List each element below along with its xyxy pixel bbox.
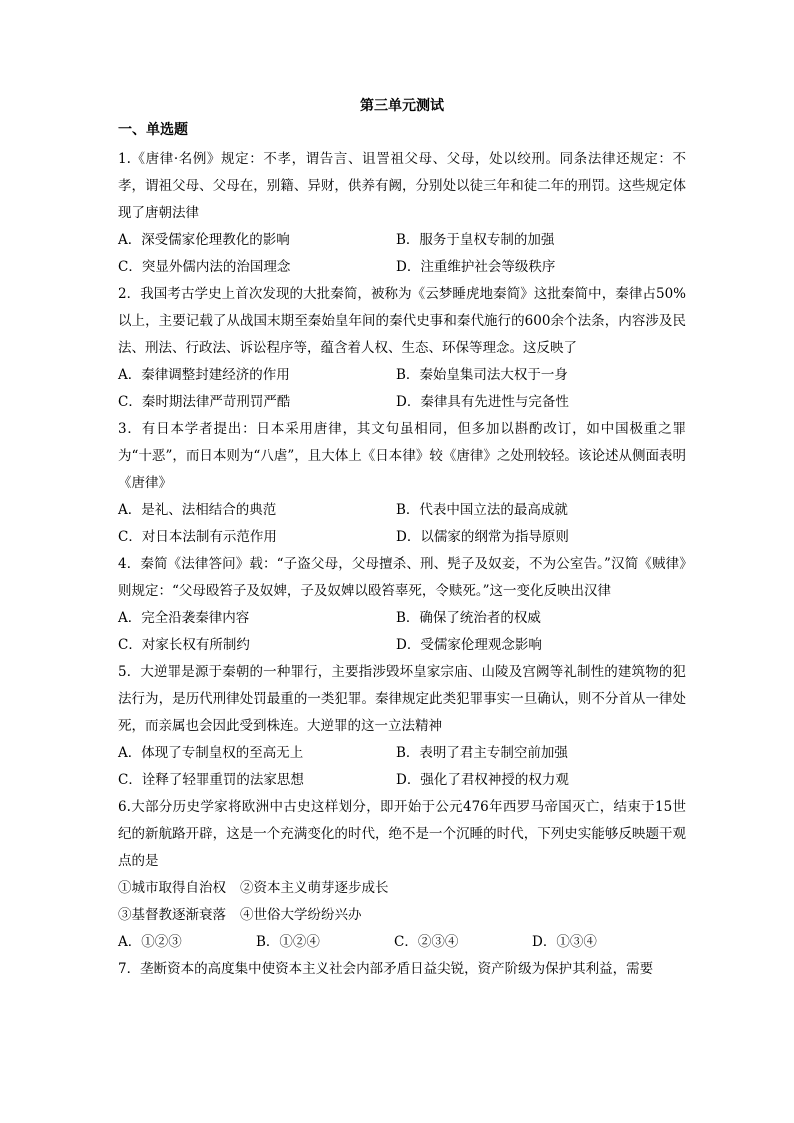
options: [118, 227, 686, 281]
option-c: C．诠释了轻罪重罚的法家思想: [118, 772, 304, 788]
options: [118, 740, 686, 794]
page-title: 第三单元测试: [360, 98, 444, 114]
option-d: D．①③④: [532, 934, 597, 950]
option-d: D．受儒家伦理观念影响: [396, 637, 542, 653]
option-c: C．对日本法制有示范作用: [118, 529, 277, 545]
statement-3: ③基督教逐渐衰落: [118, 907, 226, 923]
option-c: C．②③④: [394, 934, 459, 950]
option-a: A．体现了专制皇权的至高无上: [118, 745, 304, 761]
question-text: 2．我国考古学史上首次发现的大批秦简，被称为《云梦睡虎地秦简》这批秦简中，秦律占50%以上，主要记载了从战国末期至秦始皇年间的秦代史事和秦代施行的600余个法条，内容涉及民法、刑法、行政法、诉讼程序等，蕴含着人权、生态、环保等理念。这反映了: [118, 286, 686, 356]
option-b: B．确保了统治者的权威: [396, 610, 541, 626]
option-b: B．代表中国立法的最高成就: [396, 502, 568, 518]
question-text: 7．垄断资本的高度集中使资本主义社会内部矛盾日益尖锐，资产阶级为保护其利益，需要: [118, 961, 654, 977]
question-text: 6.大部分历史学家将欧洲中古史这样划分，即开始于公元476年西罗马帝国灭亡，结束于15世纪的新航路开辟，这是一个充满变化的时代，绝不是一个沉睡的时代，下列史实能够反映题干观点的是: [118, 799, 686, 869]
question-text: 1.《唐律·名例》规定：不孝，谓告言、诅詈祖父母、父母，处以绞刑。同条法律还规定：不孝，谓祖父母、父母在，别籍、异财，供养有阙，分别处以徒三年和徒二年的刑罚。这些规定体现了唐朝法律: [118, 151, 686, 221]
option-a: A．秦律调整封建经济的作用: [118, 367, 290, 383]
option-d: D．秦律具有先进性与完备性: [396, 394, 569, 410]
question-3: [118, 416, 686, 551]
option-b: B．服务于皇权专制的加强: [396, 232, 555, 248]
statement-1: ①城市取得自治权: [118, 880, 226, 896]
question-7: [118, 956, 686, 983]
statements-row-1: [118, 875, 686, 902]
question-6: [118, 794, 686, 956]
option-a: A．深受儒家伦理教化的影响: [118, 232, 290, 248]
section-heading: 一、单选题: [118, 122, 188, 138]
question-text: 3．有日本学者提出：日本采用唐律，其文句虽相同，但多加以斟酌改订，如中国极重之罪为“十恶”，而日本则为“八虐”，且大体上《日本律》较《唐律》之处刑较轻。该论述从侧面表明《唐律》: [118, 421, 686, 491]
question-4: [118, 551, 686, 659]
option-b: B．①②④: [256, 934, 320, 950]
option-c: C．秦时期法律严苛刑罚严酷: [118, 394, 291, 410]
option-a: A．完全沿袭秦律内容: [118, 610, 250, 626]
option-b: B．秦始皇集司法大权于一身: [396, 367, 568, 383]
options: [118, 497, 686, 551]
option-d: D．强化了君权神授的权力观: [396, 772, 569, 788]
question-text: 5．大逆罪是源于秦朝的一种罪行，主要指涉毁坏皇家宗庙、山陵及宫阙等礼制性的建筑物的犯法行为，是历代刑律处罚最重的一类犯罪。秦律规定此类犯罪事实一旦确认，则不分首从一律处死，而亲属也会因此受到株连。大逆罪的这一立法精神: [118, 664, 686, 734]
option-b: B．表明了君主专制空前加强: [396, 745, 568, 761]
statements-row-2: [118, 902, 686, 929]
exam-page: [118, 96, 686, 983]
question-5: [118, 659, 686, 794]
statement-2: ②资本主义萌芽逐步成长: [240, 880, 389, 896]
option-c: C．突显外儒内法的治国理念: [118, 259, 291, 275]
option-a: A．是礼、法相结合的典范: [118, 502, 277, 518]
option-d: D．以儒家的纲常为指导原则: [396, 529, 569, 545]
options: [118, 929, 686, 956]
option-c: C．对家长权有所制约: [118, 637, 250, 653]
question-text: 4．秦简《法律答问》载：“子盗父母，父母擅杀、刑、髡子及奴妾，不为公室告。”汉简《贼律》则规定：“父母殴笞子及奴婢，子及奴婢以殴笞辜死，令赎死。”这一变化反映出汉律: [118, 556, 686, 599]
option-a: A．①②③: [118, 934, 182, 950]
question-2: [118, 281, 686, 416]
options: [118, 605, 686, 659]
statement-4: ④世俗大学纷纷兴办: [240, 907, 362, 923]
question-1: [118, 146, 686, 281]
option-d: D．注重维护社会等级秩序: [396, 259, 556, 275]
options: [118, 362, 686, 416]
